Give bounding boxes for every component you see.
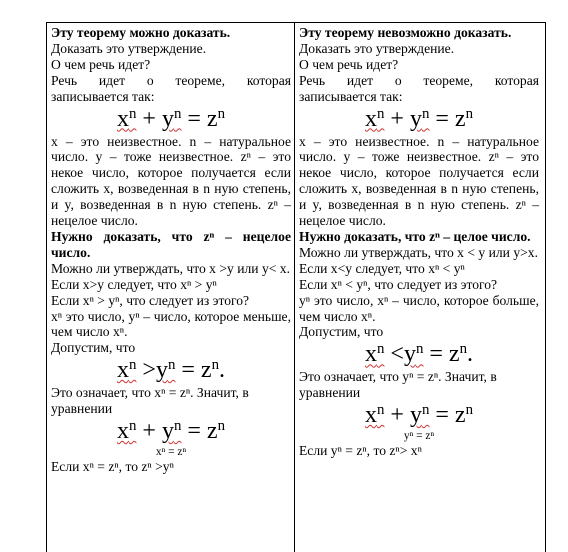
left-line-3: Речь идет о теореме, которая записывается так: bbox=[51, 72, 291, 104]
right-line-2: О чем речь идет? bbox=[299, 56, 399, 72]
right-statement: yⁿ это число, xⁿ – число, которое больше, чем число xⁿ. bbox=[299, 292, 539, 324]
left-formula-1: $x^n + y^n = z^n$ bbox=[116, 105, 226, 132]
left-line-2: О чем речь идет? bbox=[51, 56, 151, 72]
right-means: Это означает, что yⁿ = zⁿ. Значит, в уравнении bbox=[299, 369, 497, 401]
right-formula-3: $x^n + y^n = z^n$ bbox=[364, 401, 474, 429]
right-column bbox=[299, 25, 539, 459]
table-top-border bbox=[46, 22, 546, 23]
left-assume: Допустим, что bbox=[51, 340, 136, 356]
left-heading: Эту теорему можно доказать. bbox=[51, 25, 231, 40]
right-formula-2: $x^n <y^n = z^n$. bbox=[364, 341, 474, 368]
left-question: Можно ли утверждать, что x >y или y< x. bbox=[51, 260, 290, 276]
left-small-eq: xⁿ = zⁿ bbox=[155, 446, 187, 459]
right-need-prove: Нужно доказать, что zⁿ – целое число. bbox=[299, 228, 531, 244]
right-if-1: Если x<y следует, что xⁿ < yⁿ bbox=[299, 260, 465, 276]
left-if-2: Если xⁿ > yⁿ, что следует из этого? bbox=[51, 292, 250, 308]
comparison-table bbox=[46, 22, 546, 552]
table-right-border bbox=[545, 22, 546, 552]
left-description: x – это неизвестное. n – натуральное число. y – тоже неизвестное. zⁿ – это некое число, которое получается если сложить x, возведенная в n ную степень, и y, возведенная в n ную степень. zⁿ – нецелое число. bbox=[51, 133, 291, 229]
right-description: x – это неизвестное. n – натуральное число. y – тоже неизвестное. zⁿ – это некое число, которое получается если сложить x, возведенная в n ную степень, и y, возведенная в n ную степень. zⁿ – нецелое число. bbox=[299, 133, 539, 229]
table-left-border bbox=[46, 22, 47, 552]
right-line-1: Доказать это утверждение. bbox=[299, 40, 455, 56]
right-line-3: Речь идет о теореме, которая записывается так: bbox=[299, 72, 539, 104]
right-heading: Эту теорему невозможно доказать. bbox=[299, 25, 512, 40]
right-formula-1: $x^n + y^n = z^n$ bbox=[364, 105, 474, 132]
left-statement: xⁿ это число, yⁿ – число, которое меньше, чем число xⁿ. bbox=[51, 308, 291, 340]
right-small-eq: yⁿ = zⁿ bbox=[403, 430, 435, 443]
left-last: Если xⁿ = zⁿ, то zⁿ >yⁿ bbox=[51, 459, 174, 475]
table-middle-border bbox=[294, 22, 295, 552]
left-column bbox=[51, 25, 291, 475]
left-formula-3: $x^n + y^n = z^n$ bbox=[116, 417, 226, 445]
left-if-1: Если x>y следует, что xⁿ > yⁿ bbox=[51, 276, 217, 292]
left-need-prove: Нужно доказать, что zⁿ – нецелое число. bbox=[51, 228, 291, 260]
right-question: Можно ли утверждать, что x < y или y>x. bbox=[299, 244, 538, 260]
right-assume: Допустим, что bbox=[299, 324, 384, 340]
left-line-1: Доказать это утверждение. bbox=[51, 40, 207, 56]
right-last: Если yⁿ = zⁿ, то zⁿ> xⁿ bbox=[299, 443, 422, 459]
left-formula-2: $x^n >y^n = z^n$. bbox=[116, 357, 226, 384]
left-means: Это означает, что xⁿ = zⁿ. Значит, в уравнении bbox=[51, 385, 249, 417]
right-if-2: Если xⁿ < yⁿ, что следует из этого? bbox=[299, 276, 498, 292]
